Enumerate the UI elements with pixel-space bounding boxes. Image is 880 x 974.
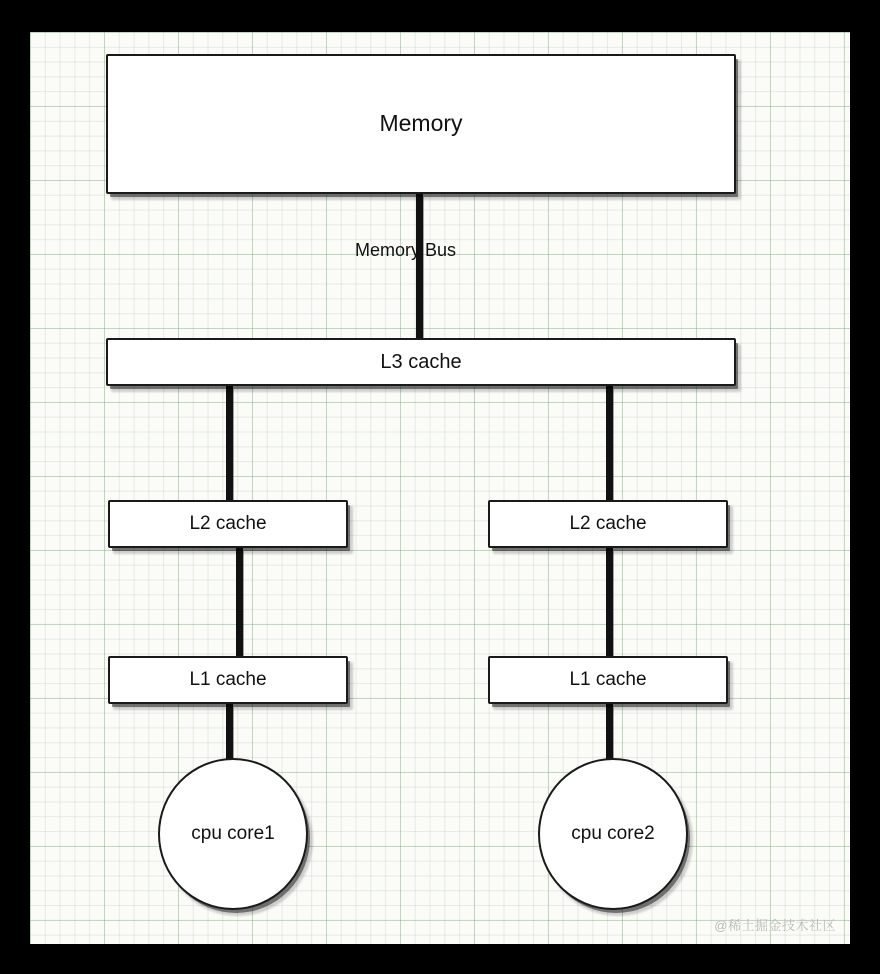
node-cpu-core2 [538, 758, 688, 910]
node-cpu-core2-label: cpu core2 [571, 822, 655, 844]
edge-l1-to-core2 [606, 704, 613, 762]
edge-memory-to-l3 [416, 194, 423, 340]
node-cpu-core1 [158, 758, 308, 910]
watermark: @稀土掘金技术社区 [714, 918, 836, 933]
memory-bus-label: Memory Bus [355, 240, 457, 260]
node-l2-cache-right-label: L2 cache [569, 512, 647, 534]
diagram-canvas [30, 32, 850, 944]
node-l2-cache-left [108, 500, 348, 548]
node-l1-cache-left [108, 656, 348, 704]
edge-l3-to-l2-right [606, 386, 613, 502]
node-l1-cache-right [488, 656, 728, 704]
node-l3-cache-label: L3 cache [380, 351, 462, 373]
edge-l3-to-l2-left [226, 386, 233, 502]
node-l2-cache-left-label: L2 cache [189, 512, 267, 534]
edge-l2-to-l1-left [236, 548, 243, 658]
node-l1-cache-right-label: L1 cache [569, 668, 647, 690]
node-l3-cache [106, 338, 736, 386]
node-memory-label: Memory [379, 110, 463, 137]
node-memory [106, 54, 736, 194]
edge-l1-to-core1 [226, 704, 233, 762]
node-cpu-core1-label: cpu core1 [191, 822, 275, 844]
node-l2-cache-right [488, 500, 728, 548]
node-l1-cache-left-label: L1 cache [189, 668, 267, 690]
edge-l2-to-l1-right [606, 548, 613, 658]
